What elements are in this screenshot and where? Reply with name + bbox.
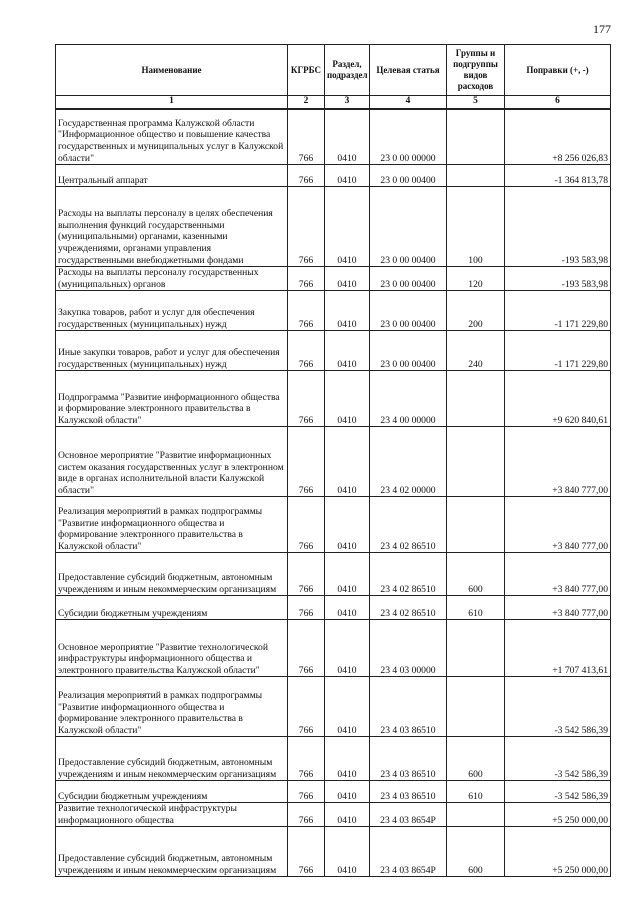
row-name: Основное мероприятие "Развитие информационных систем оказания государственных услуг в электронном виде в органах исполнительной власти Калужской области" — [56, 427, 288, 497]
row-name: Субсидии бюджетным учреждениям — [56, 781, 288, 803]
budget-table — [55, 44, 611, 877]
row-section: 0410 — [325, 827, 370, 877]
row-target: 23 0 00 00400 — [370, 187, 447, 267]
row-group: 600 — [447, 737, 505, 781]
row-name: Государственная программа Калужской области "Информационное общество и повышение качества государственных и муниципальных услуг в Калужской области" — [56, 109, 288, 165]
row-target: 23 4 02 86510 — [370, 553, 447, 596]
row-section: 0410 — [325, 596, 370, 620]
row-kgrbs: 766 — [288, 267, 325, 291]
row-amount: +5 250 000,00 — [505, 827, 611, 877]
row-kgrbs: 766 — [288, 737, 325, 781]
row-section: 0410 — [325, 109, 370, 165]
row-group: 240 — [447, 331, 505, 371]
row-name: Предоставление субсидий бюджетным, автономным учреждениям и иным некоммерческим организациям — [56, 553, 288, 596]
row-kgrbs: 766 — [288, 596, 325, 620]
row-amount: +5 250 000,00 — [505, 803, 611, 827]
column-number: 3 — [325, 96, 370, 109]
row-kgrbs: 766 — [288, 109, 325, 165]
row-target: 23 4 03 00000 — [370, 620, 447, 677]
row-amount: +1 707 413,61 — [505, 620, 611, 677]
row-target: 23 4 03 86510 — [370, 677, 447, 737]
table-row — [56, 553, 611, 596]
row-amount: -193 583,98 — [505, 267, 611, 291]
row-section: 0410 — [325, 187, 370, 267]
row-name: Развитие технологической инфраструктуры информационного общества — [56, 803, 288, 827]
row-name: Закупка товаров, работ и услуг для обеспечения государственных (муниципальных) нужд — [56, 291, 288, 331]
row-amount: -3 542 586,39 — [505, 677, 611, 737]
row-group — [447, 165, 505, 187]
table-row — [56, 596, 611, 620]
row-name: Предоставление субсидий бюджетным, автономным учреждениям и иным некоммерческим организациям — [56, 827, 288, 877]
table-row — [56, 803, 611, 827]
header-amount: Поправки (+, -) — [505, 45, 611, 96]
row-target: 23 4 03 86510 — [370, 781, 447, 803]
column-number-row — [56, 96, 611, 109]
column-number: 2 — [288, 96, 325, 109]
table-row — [56, 291, 611, 331]
table-row — [56, 267, 611, 291]
table-row — [56, 737, 611, 781]
row-group — [447, 109, 505, 165]
header-target: Целевая статья — [370, 45, 447, 96]
row-kgrbs: 766 — [288, 331, 325, 371]
row-target: 23 0 00 00000 — [370, 109, 447, 165]
row-amount: -1 171 229,80 — [505, 331, 611, 371]
row-target: 23 4 02 00000 — [370, 427, 447, 497]
row-group — [447, 620, 505, 677]
row-group — [447, 497, 505, 553]
row-amount: +9 620 840,61 — [505, 371, 611, 427]
column-number: 4 — [370, 96, 447, 109]
row-section: 0410 — [325, 803, 370, 827]
row-target: 23 4 03 8654Р — [370, 803, 447, 827]
row-kgrbs: 766 — [288, 677, 325, 737]
row-name: Основное мероприятие "Развитие технологической инфраструктуры информационного общества и электронного правительства Калужской области" — [56, 620, 288, 677]
row-target: 23 0 00 00400 — [370, 331, 447, 371]
row-group: 610 — [447, 781, 505, 803]
table-row — [56, 620, 611, 677]
row-group: 120 — [447, 267, 505, 291]
header-group: Группы и подгруппы видов расходов — [447, 45, 505, 96]
table-row — [56, 331, 611, 371]
row-section: 0410 — [325, 371, 370, 427]
row-target: 23 0 00 00400 — [370, 291, 447, 331]
table-row — [56, 371, 611, 427]
row-amount: +3 840 777,00 — [505, 596, 611, 620]
row-name: Подпрограмма "Развитие информационного общества и формирование электронного правительства в Калужской области" — [56, 371, 288, 427]
page-number: 177 — [593, 22, 611, 36]
row-section: 0410 — [325, 737, 370, 781]
row-target: 23 4 00 00000 — [370, 371, 447, 427]
column-number: 6 — [505, 96, 611, 109]
table-row — [56, 781, 611, 803]
row-section: 0410 — [325, 497, 370, 553]
row-kgrbs: 766 — [288, 620, 325, 677]
row-amount: +3 840 777,00 — [505, 497, 611, 553]
row-group: 610 — [447, 596, 505, 620]
row-amount: -1 171 229,80 — [505, 291, 611, 331]
row-section: 0410 — [325, 553, 370, 596]
table-row — [56, 187, 611, 267]
row-group — [447, 677, 505, 737]
row-amount: +8 256 026,83 — [505, 109, 611, 165]
row-amount: -3 542 586,39 — [505, 737, 611, 781]
row-group: 100 — [447, 187, 505, 267]
row-kgrbs: 766 — [288, 781, 325, 803]
row-group: 200 — [447, 291, 505, 331]
row-group: 600 — [447, 827, 505, 877]
row-target: 23 4 02 86510 — [370, 596, 447, 620]
row-section: 0410 — [325, 620, 370, 677]
row-target: 23 4 03 8654Р — [370, 827, 447, 877]
row-target: 23 4 03 86510 — [370, 737, 447, 781]
row-amount: -1 364 813,78 — [505, 165, 611, 187]
table-row — [56, 497, 611, 553]
row-amount: +3 840 777,00 — [505, 427, 611, 497]
row-target: 23 0 00 00400 — [370, 165, 447, 187]
header-section: Раздел, подраздел — [325, 45, 370, 96]
table-row — [56, 827, 611, 877]
row-section: 0410 — [325, 677, 370, 737]
column-number: 1 — [56, 96, 288, 109]
row-section: 0410 — [325, 427, 370, 497]
header-name: Наименование — [56, 45, 288, 96]
row-group — [447, 803, 505, 827]
row-kgrbs: 766 — [288, 827, 325, 877]
table-row — [56, 427, 611, 497]
row-target: 23 4 02 86510 — [370, 497, 447, 553]
row-kgrbs: 766 — [288, 553, 325, 596]
row-kgrbs: 766 — [288, 427, 325, 497]
row-name: Субсидии бюджетным учреждениям — [56, 596, 288, 620]
row-amount: -193 583,98 — [505, 187, 611, 267]
row-name: Расходы на выплаты персоналу государственных (муниципальных) органов — [56, 267, 288, 291]
table-row — [56, 677, 611, 737]
row-kgrbs: 766 — [288, 497, 325, 553]
row-section: 0410 — [325, 781, 370, 803]
row-kgrbs: 766 — [288, 803, 325, 827]
row-group — [447, 371, 505, 427]
table-header — [56, 45, 611, 96]
row-group: 600 — [447, 553, 505, 596]
row-kgrbs: 766 — [288, 371, 325, 427]
column-number: 5 — [447, 96, 505, 109]
row-section: 0410 — [325, 291, 370, 331]
row-kgrbs: 766 — [288, 165, 325, 187]
table-row — [56, 109, 611, 165]
table-row — [56, 165, 611, 187]
table-body — [56, 96, 611, 877]
row-name: Реализация мероприятий в рамках подпрограммы "Развитие информационного общества и формирование электронного правительства в Калужской области" — [56, 497, 288, 553]
row-name: Иные закупки товаров, работ и услуг для обеспечения государственных (муниципальных) нужд — [56, 331, 288, 371]
row-section: 0410 — [325, 331, 370, 371]
row-amount: -3 542 586,39 — [505, 781, 611, 803]
row-target: 23 0 00 00400 — [370, 267, 447, 291]
row-group — [447, 427, 505, 497]
row-kgrbs: 766 — [288, 291, 325, 331]
row-section: 0410 — [325, 165, 370, 187]
row-name: Реализация мероприятий в рамках подпрограммы "Развитие информационного общества и формирование электронного правительства в Калужской области" — [56, 677, 288, 737]
row-name: Расходы на выплаты персоналу в целях обеспечения выполнения функций государственными (муниципальными) органами, казенными учреждениями, органами управления государственными внебюджетными фондами — [56, 187, 288, 267]
row-amount: +3 840 777,00 — [505, 553, 611, 596]
header-kgrbs: КГРБС — [288, 45, 325, 96]
row-name: Центральный аппарат — [56, 165, 288, 187]
row-section: 0410 — [325, 267, 370, 291]
row-name: Предоставление субсидий бюджетным, автономным учреждениям и иным некоммерческим организациям — [56, 737, 288, 781]
row-kgrbs: 766 — [288, 187, 325, 267]
